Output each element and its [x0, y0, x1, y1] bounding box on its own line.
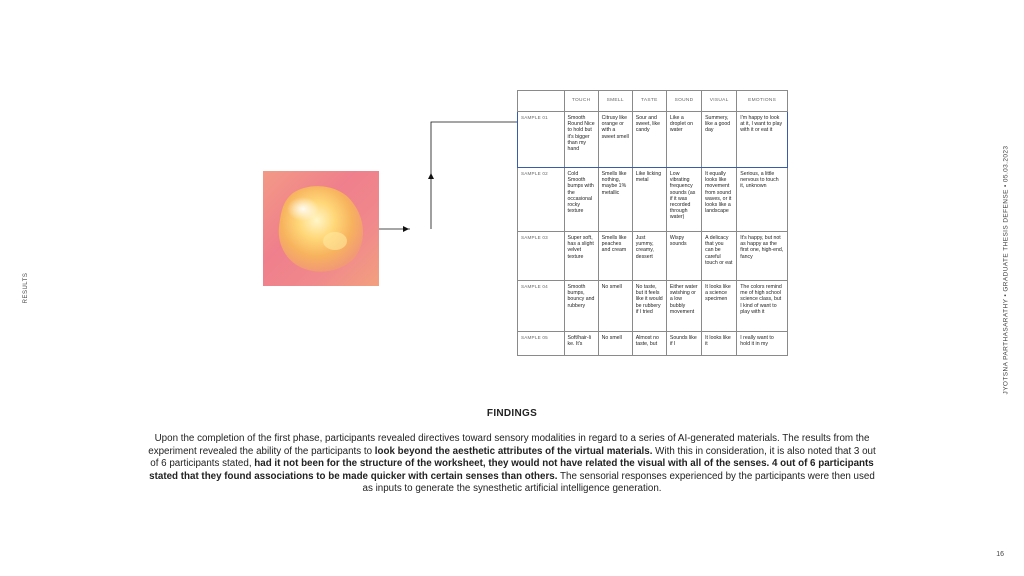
findings-bold-1: look beyond the aesthetic attributes of the virtual materials.: [374, 445, 653, 457]
header-emotions: EMOTIONS: [737, 91, 788, 112]
visual-cell: It looks like it: [702, 332, 737, 356]
sound-cell: Either water swishing or a low bubbly movement: [666, 281, 701, 332]
sound-cell: Sounds like if I: [666, 332, 701, 356]
emotions-cell: It's happy, but not as happy as the first one, high-end, fancy: [737, 232, 788, 281]
smell-cell: Smells like peaches and cream: [598, 232, 632, 281]
findings-text-1: Upon the completion of the first phase, participants revealed directives toward sensory modalities in regard to a series of AI-generated materials. The results from the experiment revealed the ability of the participants to: [148, 433, 870, 457]
smell-cell: Citrusy like orange or with a sweet smell: [598, 112, 632, 168]
visual-cell: Summery, like a good day: [702, 112, 737, 168]
row-label: SAMPLE 03: [518, 232, 565, 281]
visual-cell: A delicacy that you can be careful touch or eat: [702, 232, 737, 281]
taste-cell: Almost no taste, but: [632, 332, 666, 356]
table-row-sample-01[interactable]: [518, 112, 788, 168]
touch-cell: Soft/hair-li ke. It's: [564, 332, 598, 356]
taste-cell: No taste, but it feels like it would be rubbery if I tried: [632, 281, 666, 332]
touch-cell: Super soft, has a slight velvet texture: [564, 232, 598, 281]
taste-cell: Like licking metal: [632, 168, 666, 232]
author-footer-label: JYOTSNA PARTHASARATHY • GRADUATE THESIS DEFENSE • 05.03.2023: [1002, 145, 1010, 395]
row-label: SAMPLE 02: [518, 168, 565, 232]
touch-cell: Cold Smooth bumps with the occasional rocky texture: [564, 168, 598, 232]
sound-cell: Wispy sounds: [666, 232, 701, 281]
table-row-sample-02: [518, 168, 788, 232]
row-label: SAMPLE 04: [518, 281, 565, 332]
touch-cell: Smooth Round Nice to hold but it's bigger than my hand: [564, 112, 598, 168]
row-label: SAMPLE 05: [518, 332, 565, 356]
findings-paragraph: [148, 433, 876, 496]
table-row-sample-03: [518, 232, 788, 281]
header-taste: TASTE: [632, 91, 666, 112]
header-sound: SOUND: [666, 91, 701, 112]
header-visual: VISUAL: [702, 91, 737, 112]
emotions-cell: I really want to hold it in my: [737, 332, 788, 356]
header-smell: SMELL: [598, 91, 632, 112]
emotions-cell: The colors remind me of high school science class, but I kind of want to play with it: [737, 281, 788, 332]
visual-cell: It equally looks like movement from sound waves, or it looks like a landscape: [702, 168, 737, 232]
smell-cell: No smell: [598, 281, 632, 332]
emotions-cell: Serious, a little nervous to touch it, unknown: [737, 168, 788, 232]
findings-text-2: With this in consideration, it is also noted that 3 out of 6 participants stated,: [150, 445, 876, 470]
findings-bold-2: had it not been for the structure of the worksheet, they would not have related the visual with all of the senses. 4 out of 6 participants stated that they found associations to be made quicker with certain senses than others.: [149, 458, 874, 482]
row-label: SAMPLE 01: [518, 112, 565, 168]
table-header-row: [518, 91, 788, 112]
taste-cell: Sour and sweet, like candy: [632, 112, 666, 168]
findings-heading: FINDINGS: [486, 408, 538, 419]
taste-cell: Just yummy, creamy, dessert: [632, 232, 666, 281]
header-touch: TOUCH: [564, 91, 598, 112]
emotions-cell: I'm happy to look at it, I want to play with it or eat it: [737, 112, 788, 168]
header-cell-empty: [518, 91, 565, 112]
table-row-sample-05: [518, 332, 788, 356]
table-row-sample-04: [518, 281, 788, 332]
blob-illustration: [263, 171, 379, 286]
section-label: RESULTS: [23, 272, 29, 304]
sample-response-table: [517, 90, 788, 356]
sample-image: [263, 171, 379, 286]
smell-cell: No smell: [598, 332, 632, 356]
touch-cell: Smooth bumps, bouncy and rubbery: [564, 281, 598, 332]
findings-text-3: The sensorial responses experienced by the participants were then used as inputs to generate the synesthetic artificial intelligence generation.: [362, 470, 875, 495]
page-number: 16: [996, 551, 1004, 558]
sound-cell: Like a droplet on water: [666, 112, 701, 168]
sound-cell: Low vibrating frequency sounds (as if it was recorded through water): [666, 168, 701, 232]
visual-cell: It looks like a science specimen: [702, 281, 737, 332]
smell-cell: Smells like nothing, maybe 1% metallic: [598, 168, 632, 232]
